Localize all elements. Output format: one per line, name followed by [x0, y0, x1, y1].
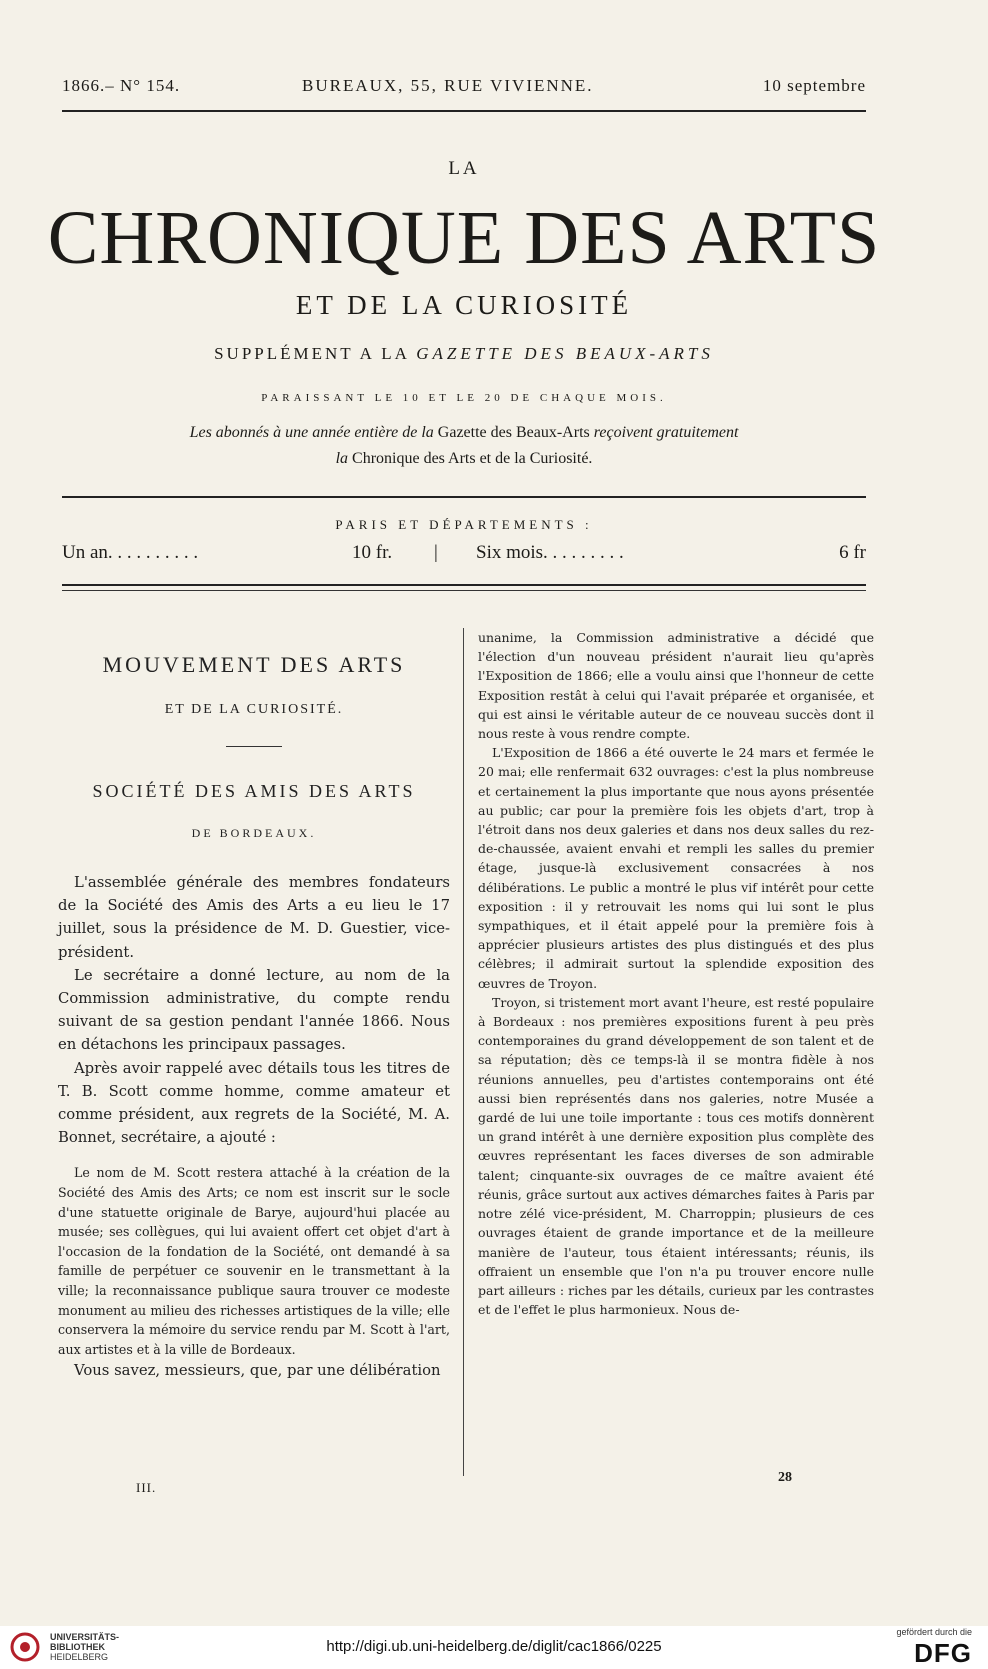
section-dash — [226, 746, 282, 747]
article-title: SOCIÉTÉ DES AMIS DES ARTS — [92, 781, 416, 801]
half-year-price: 6 fr — [839, 542, 866, 563]
masthead-subtitle: ET DE LA CURIOSITÉ — [295, 290, 633, 320]
note-text-1b: Gazette des Beaux-Arts — [437, 424, 590, 441]
permalink-url[interactable]: http://digi.ub.uni-heidelberg.de/diglit/cac1866/0225 — [326, 1638, 662, 1655]
masthead-title: CHRONIQUE DES ARTS — [47, 196, 881, 280]
section-subtitle: ET DE LA CURIOSITÉ. — [164, 702, 344, 717]
volume-number: III. — [136, 1480, 157, 1495]
left-column — [58, 640, 450, 1383]
supplement-line — [0, 344, 928, 364]
office-address: BUREAUX, 55, RUE VIVIENNE. — [302, 76, 594, 95]
half-year-label: Six mois. . . . . . . . . — [476, 542, 624, 563]
dfg-logo: DFG — [914, 1638, 972, 1668]
paragraph: Vous savez, messieurs, que, par une délibération — [74, 1362, 441, 1380]
paragraph: Troyon, si tristement mort avant l'heure, est resté populaire à Bordeaux : nos premières expositions furent à peu près contemporaines du grand développement de son talent et de sa réputation; dès ce temps-là il se montra fidèle à nos réunions annuelles, peu d'artistes contemporains ont été aussi bien représentés dans nos galeries, notre Musée a gardé de lui une toile importante : tous ces motifs donnèrent un grand intérêt à une dernière exposition plus complète des œuvres représentant les faces diverses de son admirable talent; cinquante-six ouvrages de ce maître avaient été réunis, grâce surtout aux actives démarches faites à Paris par notre zélé vice-président, M. Charroppin; plusieurs de ces ouvrages étaient de grande importance et de la meilleure manière de l'auteur, tous étaient intéressants; réunis, ils offraient un ensemble que l'on n'a pu trouver encore nulle part ailleurs : riches par les détails, curieux par les contrastes et de l'effet le plus harmonieux. Nous de- — [478, 994, 874, 1318]
paragraph: unanime, la Commission administrative a décidé que l'élection d'un nouveau président n'aurait lieu qu'après l'Exposition de 1866; elle a voulu ainsi que l'honneur de cette Exposition restât à celui qui l'avait préparée et organisée, et qui est ainsi le véritable auteur de ce nouveau succès dont il nous reste à vous rendre compte. — [478, 630, 874, 742]
subscription-region: PARIS ET DÉPARTEMENTS : — [335, 517, 593, 532]
price-separator: | — [434, 542, 438, 563]
year-price: 10 fr. — [352, 542, 393, 563]
frequency-line: PARAISSANT LE 10 ET LE 20 DE CHAQUE MOIS. — [261, 392, 667, 404]
issue-date: 10 septembre — [762, 76, 866, 95]
subscriber-note — [0, 420, 928, 472]
issue-number: 1866.– N° 154. — [62, 76, 181, 95]
paragraph: L'assemblée générale des membres fondateurs de la Société des Amis des Arts a eu lieu le 17 juillet, sous la présidence de M. D. Guestier, vice-président. — [58, 874, 450, 961]
note-text-2a: la — [335, 450, 349, 467]
right-column — [478, 628, 874, 1319]
note-text-1c: reçoivent gratuitement — [593, 424, 739, 441]
supplement-journal: GAZETTE DES BEAUX-ARTS — [416, 344, 714, 363]
price-rule-bottom — [62, 584, 866, 586]
column-divider — [463, 628, 464, 1476]
supplement-prefix: SUPPLÉMENT A LA — [214, 344, 409, 363]
price-line — [62, 542, 866, 572]
paragraph: Le secrétaire a donné lecture, au nom de la Commission administrative, du compte rendu suivant de sa gestion pendant l'année 1866. Nous en détachons les principaux passages. — [58, 966, 450, 1054]
library-name: UNIVERSITÄTS- BIBLIOTHEK HEIDELBERG — [50, 1632, 120, 1662]
price-rule-top — [62, 496, 866, 498]
year-label: Un an. . . . . . . . . . — [62, 542, 199, 563]
price-rule-bottom-thin — [62, 590, 866, 591]
note-text-2b: Chronique des Arts et de la Curiosité. — [352, 450, 593, 467]
section-title: MOUVEMENT DES ARTS — [102, 652, 406, 677]
note-text-1a: Les abonnés à une année entière de la — [189, 424, 434, 441]
page-number: 28 — [778, 1470, 792, 1485]
article-place: DE BORDEAUX. — [191, 826, 317, 840]
masthead-article: LA — [448, 158, 480, 179]
viewer-footer — [0, 1626, 988, 1669]
header-rule — [62, 110, 866, 112]
paragraph: Après avoir rappelé avec détails tous les titres de T. B. Scott comme homme, comme amateur et comme président, aux regrets de la Société, M. A. Bonnet, secrétaire, a ajouté : — [58, 1059, 450, 1147]
quotation: Le nom de M. Scott restera attaché à la création de la Société des Amis des Arts; ce nom est inscrit sur le socle d'une statuette originale de Barye, aujourd'hui placée au musée; ses collègues, qui lui avaient offert cet objet d'art à l'occasion de la fondation de la Société, ont demandé à sa famille de perpétuer ce souvenir en le transmettant à la ville; la reconnaissance publique saura trouver ce modeste monument au milieu des richesses artistiques de la ville; elle conservera la mémoire du service rendu par M. Scott à l'art, aux artistes et à la ville de Bordeaux. — [58, 1165, 450, 1357]
funder-label: gefördert durch die — [896, 1627, 972, 1637]
paragraph: L'Exposition de 1866 a été ouverte le 24 mars et fermée le 20 mai; elle renfermait 632 ouvrages: c'est la plus nombreuse et certainement la plus importante que nous ayons présentée au public; car pour la première fois les objets d'art, trop à l'étroit dans nos deux galeries et dans nos deux salles du rez-de-chaussée, avaient envahi et rempli les salles du premier étage, jusque-là exclusivement consacrées à nos délibérations. Le public a montré le plus vif intérêt pour cette exposition : il y retrouvait les noms qui lui sont le plus sympathiques, et il était appelé pour la première fois à apprécier plusieurs artistes des plus distingués et des plus célèbres; il admirait surtout la splendide exposition des œuvres de Troyon. — [478, 745, 874, 991]
